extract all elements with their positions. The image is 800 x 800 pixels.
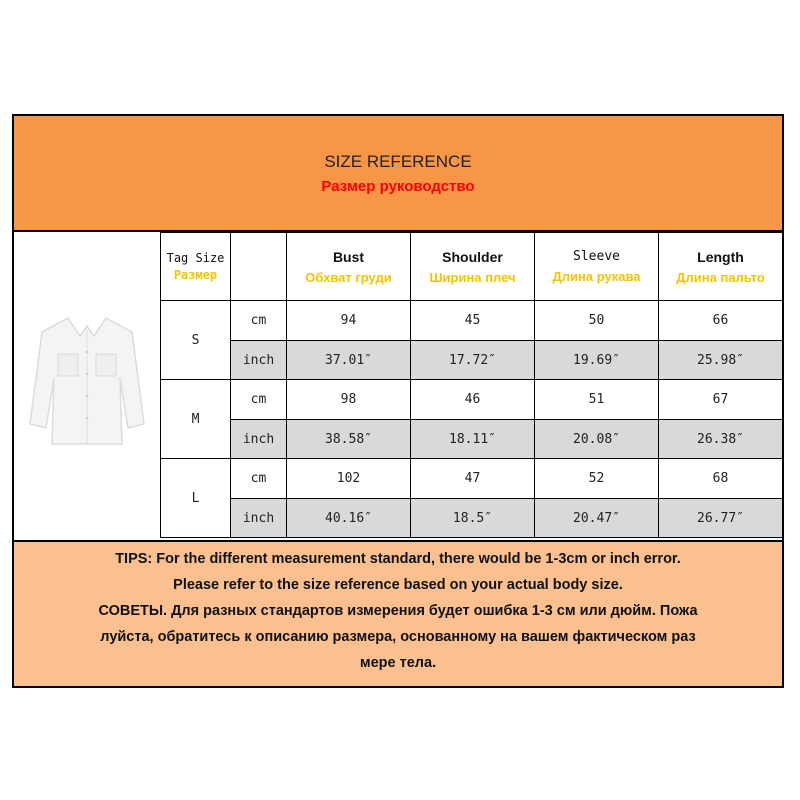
unit-inch: inch — [231, 341, 287, 380]
tips-panel — [14, 540, 782, 686]
shoulder-cm: 46 — [411, 380, 535, 420]
tag-size-en: Tag Size — [166, 251, 225, 265]
tips-line-en-2: Please refer to the size reference based on your actual body size. — [173, 577, 623, 593]
column-header-bust: Bust Обхват груди — [287, 233, 411, 301]
bust-cm: 102 — [287, 459, 411, 499]
unit-inch: inch — [231, 420, 287, 459]
size-label: S — [161, 301, 231, 380]
unit-cm: cm — [231, 459, 287, 499]
sleeve-cm: 51 — [535, 380, 659, 420]
bust-cm: 98 — [287, 380, 411, 420]
tips-line-ru-1: СОВЕТЫ. Для разных стандартов измерения будет ошибка 1-3 см или дюйм. Пожа — [98, 603, 698, 619]
shoulder-inch: 17.72″ — [411, 341, 535, 380]
column-header-length: Length Длина пальто — [659, 233, 783, 301]
column-header-sleeve: Sleeve Длина рукава — [535, 233, 659, 301]
tag-size-header — [161, 233, 231, 301]
shoulder-inch: 18.11″ — [411, 420, 535, 459]
tips-line-en-1: TIPS: For the different measurement standard, there would be 1-3cm or inch error. — [115, 551, 681, 567]
tag-size-ru: Размер — [173, 268, 218, 282]
length-cm: 68 — [659, 459, 783, 499]
table-row — [161, 380, 783, 420]
sleeve-cm: 52 — [535, 459, 659, 499]
unit-cm: cm — [231, 301, 287, 341]
table-row — [161, 499, 783, 538]
length-cm: 67 — [659, 380, 783, 420]
sleeve-inch: 20.47″ — [535, 499, 659, 538]
tips-line-ru-2: луйста, обратитесь к описанию размера, основанному на вашем фактическом раз — [100, 629, 696, 645]
size-label: L — [161, 459, 231, 538]
shoulder-cm: 45 — [411, 301, 535, 341]
sleeve-cm: 50 — [535, 301, 659, 341]
chart-title: SIZE REFERENCE — [324, 152, 472, 171]
sleeve-inch: 19.69″ — [535, 341, 659, 380]
chart-subtitle: Размер руководство — [321, 178, 475, 195]
shoulder-cm: 47 — [411, 459, 535, 499]
unit-cm: cm — [231, 380, 287, 420]
column-header-shoulder: Shoulder Ширина плеч — [411, 233, 535, 301]
product-photo — [14, 232, 160, 538]
bust-inch: 40.16″ — [287, 499, 411, 538]
bust-cm: 94 — [287, 301, 411, 341]
length-inch: 26.38″ — [659, 420, 783, 459]
shoulder-inch: 18.5″ — [411, 499, 535, 538]
unit-header — [231, 233, 287, 301]
length-cm: 66 — [659, 301, 783, 341]
bust-inch: 38.58″ — [287, 420, 411, 459]
table-row — [161, 459, 783, 499]
tips-line-ru-3: мере тела. — [359, 655, 437, 671]
table-row — [161, 341, 783, 380]
length-inch: 26.77″ — [659, 499, 783, 538]
table-header-row — [161, 233, 783, 301]
table-row — [161, 301, 783, 341]
unit-inch: inch — [231, 499, 287, 538]
bust-inch: 37.01″ — [287, 341, 411, 380]
size-label: M — [161, 380, 231, 459]
length-inch: 25.98″ — [659, 341, 783, 380]
title-banner — [14, 116, 782, 232]
table-row — [161, 420, 783, 459]
sleeve-inch: 20.08″ — [535, 420, 659, 459]
size-table — [160, 232, 783, 538]
white-shirt-icon — [28, 312, 146, 452]
size-chart — [12, 114, 784, 688]
